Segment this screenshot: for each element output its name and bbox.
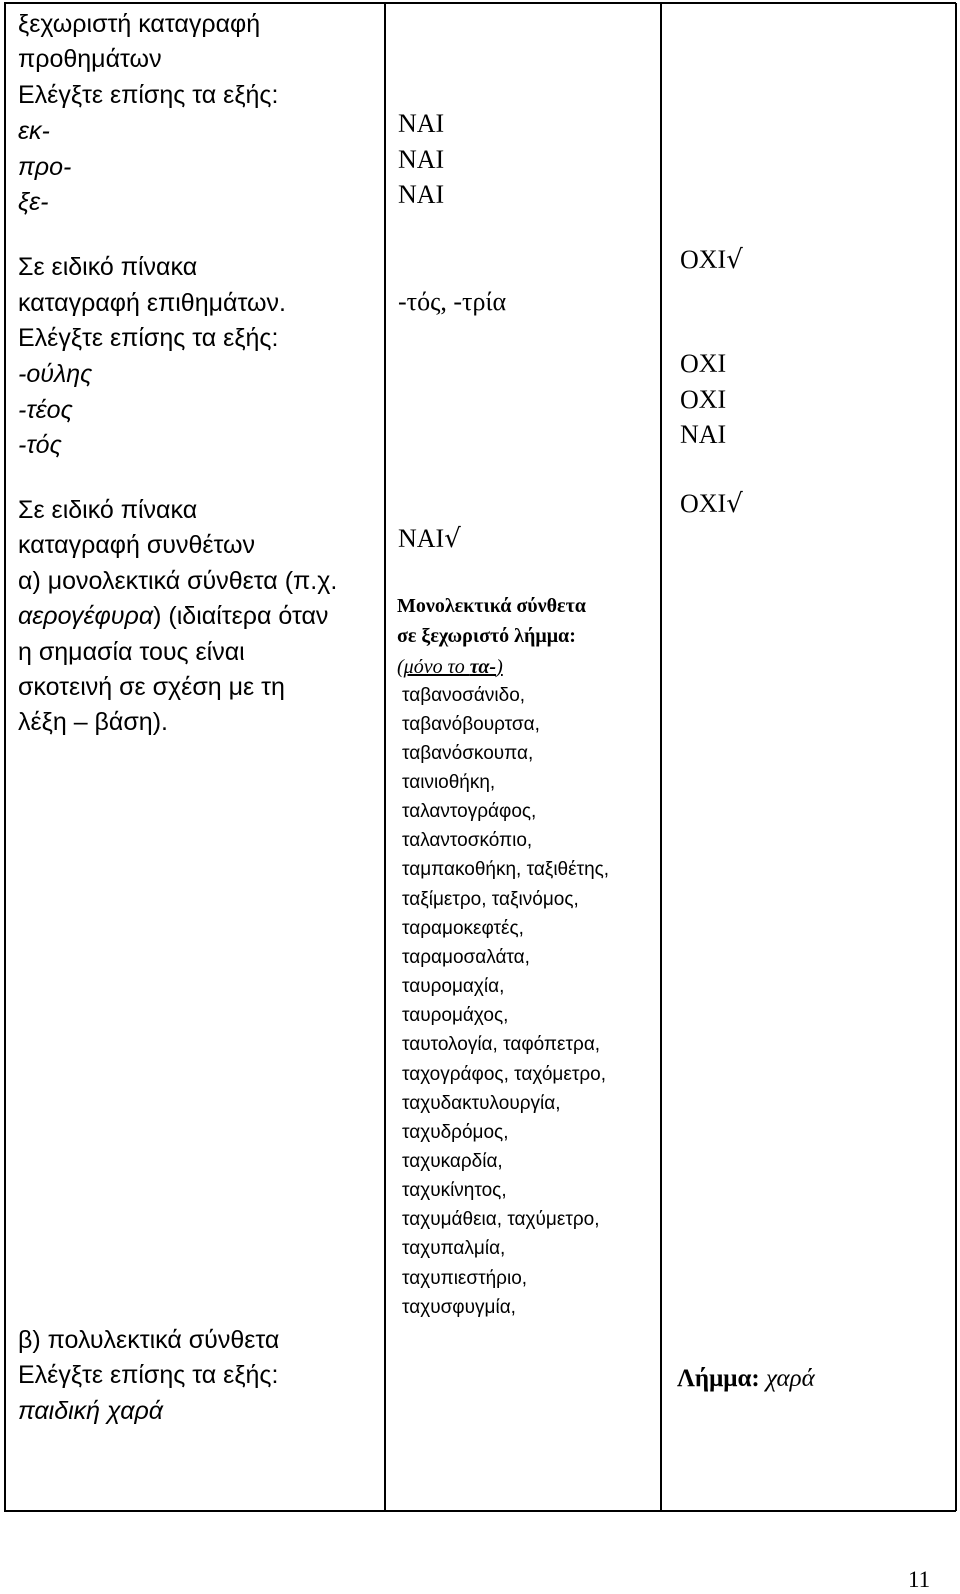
text-line: καταγραφή επιθημάτων. <box>18 289 286 317</box>
compound-heading: Μονολεκτικά σύνθετα <box>397 595 586 617</box>
list-item: ταβανόσκουπα, <box>402 743 534 764</box>
list-item: ταμπακοθήκη, ταξιθέτης, <box>402 859 610 880</box>
note-bold: τα- <box>469 656 497 678</box>
list-item: ταινιοθήκη, <box>402 772 496 793</box>
table-divider-2 <box>660 3 662 1511</box>
answer-label: ΟΧΙ <box>680 489 727 518</box>
text-line: Ελέγξτε επίσης τα εξής: <box>18 324 279 352</box>
list-item: ταυρομάχος, <box>402 1005 509 1026</box>
prefix-example: εκ- <box>18 117 50 145</box>
compound-note <box>397 652 503 682</box>
prefix-example: ξε- <box>18 188 49 216</box>
note-open: (μόνο το <box>397 656 470 678</box>
table-border-left <box>4 3 6 1511</box>
suffix-example: -τέος <box>18 396 73 424</box>
answer-yes-checked <box>398 521 461 557</box>
answer-yes: ΝΑΙ <box>398 109 445 138</box>
text-line <box>18 598 328 634</box>
text-line: ξεχωριστή καταγραφή <box>18 10 261 38</box>
table-border-bottom <box>4 1510 956 1512</box>
text-line: προθημάτων <box>18 45 162 73</box>
text-line: α) μονολεκτικά σύνθετα (π.χ. <box>18 567 338 595</box>
list-item: ταβανοσάνιδο, <box>402 685 526 706</box>
list-item: ταχυσφυγμία, <box>402 1297 516 1318</box>
check-icon: √ <box>726 489 743 519</box>
text-line: Σε ειδικό πίνακα <box>18 496 198 524</box>
note-close: ) <box>496 656 503 678</box>
list-item: ταυτολογία, ταφόπετρα, <box>402 1034 601 1055</box>
text-line: η σημασία τους είναι <box>18 638 245 666</box>
answer-label: ΟΧΙ <box>680 245 727 274</box>
suffix-note: -τός, -τρία <box>398 287 507 316</box>
answer-yes: ΝΑΙ <box>680 420 727 449</box>
answer-yes: ΝΑΙ <box>398 180 445 209</box>
list-item: ταχυδρόμος, <box>402 1122 509 1143</box>
check-icon: √ <box>726 245 743 275</box>
text-fragment: ) (ιδιαίτερα όταν <box>153 602 329 630</box>
list-item: ταλαντογράφος, <box>402 801 537 822</box>
text-line: καταγραφή συνθέτων <box>18 531 256 559</box>
list-item: ταχογράφος, ταχόμετρο, <box>402 1064 606 1085</box>
list-item: ταβανόβουρτσα, <box>402 714 540 735</box>
text-line: Σε ειδικό πίνακα <box>18 253 198 281</box>
text-line: σκοτεινή σε σχέση με τη <box>18 673 285 701</box>
answer-yes: ΝΑΙ <box>398 145 445 174</box>
table-border-right <box>955 3 957 1511</box>
table-border-top <box>4 2 956 4</box>
text-line: Ελέγξτε επίσης τα εξής: <box>18 1361 279 1389</box>
text-line: Ελέγξτε επίσης τα εξής: <box>18 81 279 109</box>
compound-heading: σε ξεχωριστό λήμμα: <box>397 625 576 647</box>
list-item: ταχυπαλμία, <box>402 1238 506 1259</box>
table-divider-1 <box>384 3 386 1511</box>
compound-example: παιδική χαρά <box>18 1397 164 1425</box>
prefix-example: προ- <box>18 153 72 181</box>
suffix-example: -ούλης <box>18 360 93 388</box>
list-item: ταλαντοσκόπιο, <box>402 830 533 851</box>
text-line: λέξη – βάση). <box>18 708 168 736</box>
lemma-label: Λήμμα: <box>677 1365 760 1392</box>
list-item: ταχυπιεστήριο, <box>402 1268 528 1289</box>
text-line: β) πολυλεκτικά σύνθετα <box>18 1326 280 1354</box>
page-number: 11 <box>908 1567 931 1592</box>
check-icon: √ <box>444 524 461 554</box>
answer-label: ΝΑΙ <box>398 524 445 553</box>
list-item: ταχυκαρδία, <box>402 1151 503 1172</box>
answer-no-checked <box>680 242 743 278</box>
lemma-entry <box>677 1361 815 1397</box>
list-item: ταυρομαχία, <box>402 976 505 997</box>
lemma-value: χαρά <box>766 1365 815 1392</box>
example-word: αερογέφυρα <box>18 602 154 630</box>
suffix-example: -τός <box>18 431 62 459</box>
answer-no: ΟΧΙ <box>680 349 727 378</box>
list-item: ταχυκίνητος, <box>402 1180 507 1201</box>
list-item: ταραμοσαλάτα, <box>402 947 530 968</box>
answer-no-checked <box>680 486 743 522</box>
list-item: ταχυμάθεια, ταχύμετρο, <box>402 1209 600 1230</box>
list-item: ταραμοκεφτές, <box>402 918 524 939</box>
list-item: ταχυδακτυλουργία, <box>402 1093 561 1114</box>
answer-no: ΟΧΙ <box>680 385 727 414</box>
list-item: ταξίμετρο, ταξινόμος, <box>402 889 579 910</box>
